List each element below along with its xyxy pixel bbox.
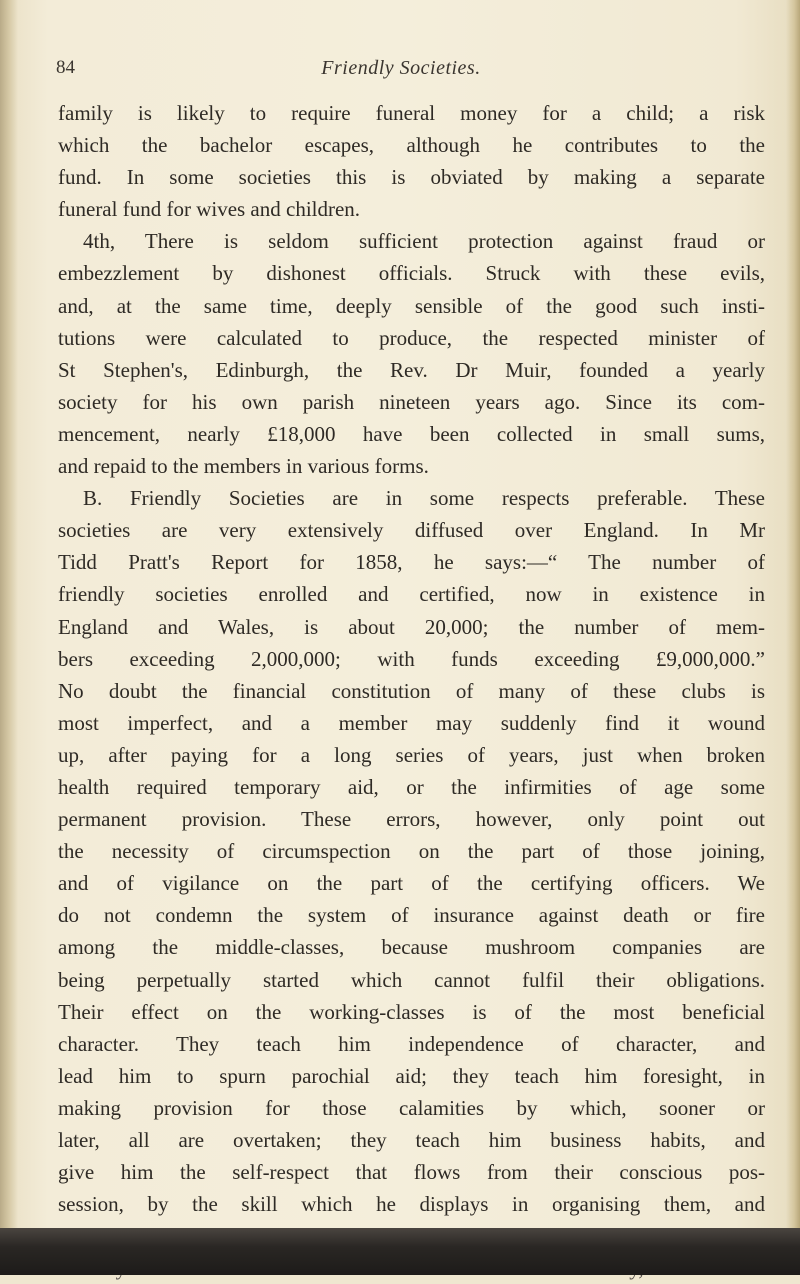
page-binding-shadow <box>0 0 18 1275</box>
page-header <box>56 57 746 83</box>
text-line: and repaid to the members in various forms. <box>58 454 429 479</box>
text-line: societies are very extensively diffused over England. In Mr <box>58 518 765 543</box>
text-line: later, all are overtaken; they teach him business habits, and <box>58 1128 765 1152</box>
text-line: session, by the skill which he displays in organising them, and <box>58 1192 765 1217</box>
text-line: fund. In some societies this is obviated by making a separate <box>58 165 765 190</box>
text-line: family is likely to require funeral money for a child; a risk <box>58 101 765 125</box>
text-line: society for his own parish nineteen years ago. Since its com- <box>58 389 765 414</box>
text-line: lead him to spurn parochial aid; they teach him foresight, in <box>58 1063 765 1088</box>
text-line: B. Friendly Societies are in some respects preferable. These <box>83 486 765 511</box>
text-line: permanent provision. These errors, however, only point out <box>58 807 765 832</box>
page-number: 84 <box>56 57 75 78</box>
text-line: No doubt the financial constitution of many of these clubs is <box>58 678 765 703</box>
text-line: tutions were calculated to produce, the respected minister of <box>58 325 765 350</box>
text-line: do not condemn the system of insurance against death or fire <box>58 903 765 928</box>
text-line: St Stephen's, Edinburgh, the Rev. Dr Muir, founded a yearly <box>58 357 765 382</box>
text-line: which the bachelor escapes, although he contributes to the <box>58 133 765 158</box>
body-text <box>58 97 792 1284</box>
text-line: character. They teach him independence of character, and <box>58 1031 765 1056</box>
text-line: and, at the same time, deeply sensible of the good such insti- <box>58 293 765 318</box>
text-line: embezzlement by dishonest officials. Struck with these evils, <box>58 261 765 286</box>
text-line: most imperfect, and a member may suddenly find it wound <box>58 710 765 735</box>
scan-bottom-shadow <box>0 1228 800 1275</box>
text-line: bers exceeding 2,000,000; with funds exceeding £9,000,000.” <box>58 646 765 671</box>
text-line: Tidd Pratt's Report for 1858, he says:—“ The number of <box>58 550 765 575</box>
text-line: the necessity of circumspection on the part of those joining, <box>58 839 765 864</box>
text-line: Their effect on the working-classes is of the most beneficial <box>58 999 765 1024</box>
text-line: among the middle-classes, because mushroom companies are <box>58 935 765 960</box>
text-line: funeral fund for wives and children. <box>58 197 361 222</box>
text-line: health required temporary aid, or the infirmities of age some <box>58 774 765 799</box>
text-line: give him the self-respect that flows from their conscious pos- <box>58 1160 765 1185</box>
text-line: and of vigilance on the part of the certifying officers. We <box>58 871 765 896</box>
text-line: up, after paying for a long series of years, just when broken <box>58 742 765 767</box>
text-line: mencement, nearly £18,000 have been collected in small sums, <box>58 421 765 446</box>
text-line: England and Wales, is about 20,000; the number of mem- <box>58 614 765 639</box>
text-line: 4th, There is seldom sufficient protection against fraud or <box>83 229 765 254</box>
running-head: Friendly Societies. <box>321 57 481 79</box>
text-line: friendly societies enrolled and certified, now in existence in <box>58 582 765 607</box>
text-line: making provision for those calamities by which, sooner or <box>58 1095 765 1120</box>
text-line: being perpetually started which cannot fulfil their obligations. <box>58 967 765 992</box>
